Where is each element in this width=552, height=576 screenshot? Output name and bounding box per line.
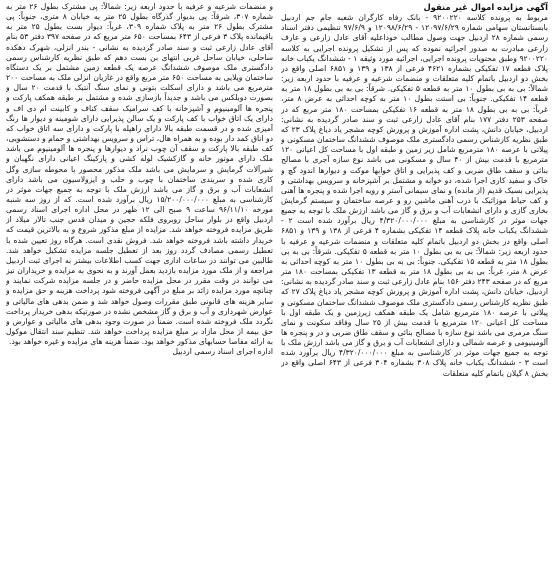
notice-left-text: و منضمات شرعیه و عرفیه با حدود اربعه زیر: شمالاً: پی مشترک بطول ۲۶ متر به شماره ۳۰۷، شرقاً: پی بدیوار گذرگاه بطول ۲۵ متر به خیابان ۸ متری، جنوباً: پی مشترک بطول ۲۶ متر به پلاک شماره ۳۰۹، غرباً: دیوار بست بطول ۲۵ متر به باقیمانده پلاک ۳ فرعی از ۶۴۳ بمساحت ۶۵۰ متر مربع که در صفحه ۳۹۷ دفتر ۵۳ بنام آقای عادل زارعی ثبت و سند صادر گردیده به نشانی - بندر انزلی، شهرک دهکده ساحلی، خیابان ساحل غربی انتهای بن بست دهم که طبق نظریه کارشناس رسمی دادگستری ملک موصوف ششدانگ عرصه یک قطعه زمین مشتمل بر یک دستگاه ساختمان ویلایی به مساحت ۶۵۰ متر مربع واقع در غازیان انزلی ملک به مساحت ۲۰۰ مترمربع می باشد و دارای اسکلت بتونی و نمای سنگ آنتیک با قدمت ۲۰ سال و بصورت دوبلکس می باشد و جدیداً بازسازی شده و مشتمل بر طبقه همکف پارکت و پنجره ها آلومینیوم و آشپزخانه با کف سرامیک سقف کناف و کابینت ام دی اف و دارای یک اتاق خواب با کف پارکت و یک سالن پذیرایی دارای شومینه و دیوار ها رنگ آمیزی شده و در قسمت طبقه بالا دارای راهپله با پارکت و دارای سه اتاق خواب که دو اتاق کمد دار بوده و به همراه هال، تراس و سرویس بهداشتی و حمام و دستشویی، کف طبقه بالا پارکت و سقف آن چوب نراد و دیوارها و پنجره ها آلومینیوم می باشد ملک دارای موتور خانه و گازکشیک لوله کشی و پارکینگ اعیانی دارای نگهبان و شیرآلات گرمایش و سرمایش می باشد ملک مذکور محصور با محوطه سازی وگل کاری شده و سربندی ساختمان با چوب و حلب و ایزولاسیون می باشد دارای انشعابات آب و برق و گاز می باشد ارزش ملک با توجه به جمیع جهات موثر در کارشناسی به مبلغ ۱۵/۲۰۰/۰۰۰/۰۰۰ ریال برآورد شده است. که از روز سه شنبه مورخه ۹۶/۱۱/۱۰ ساعت ۹ صبح الی ۱۲ ظهر در محل اداره اجرای اسناد رسمی اردبیل واقع در بلوار ساحل روبروی فلکه حجین و میدان قدس جنب تالار میلاد از طریق مزایده فروخته خواهد شد. مزایده از مبلغ مذکور شروع و به بالاترین قیمت که خریدار داشته باشد فروخته خواهد شد. فروش نقدی است. هرگاه روز تعیین شده با تعطیل رسمی مصادف گردد روز بعد از تعطیل جلسه مزایده تشکیل خواهد شد. طالبین می توانند در ساعات اداری جهت کسب اطلاعات بیشتر به اجرای ثبت اردبیل مراجعه و از ملک مورد مزایده بازدید بعمل آورند و به نحوی به مزایده و خریداران نیز می توانند در وقت مقرر در محل مزایده حاضر و در جلسه مزایده شرکت نمایند و چنانچه مورد مزایده زائد بر مبلغ در آگهی فروخته شود پرداخت هزینه و حق مزایده و سایر هزینه های قانونی طبق مقررات وصول خواهد شد و ضمن بدهی های مالیاتی و عوارض شهرداری و آب و برق و گاز مشخص نشده در صورتیکه بدهی خریدار پرداخت نگردد ملک فروخته شده است. ضمناً در صورت وجود بدهی های مالیاتی و عوارض و حق بیمه از محل مازاد بر مبلغ مزایده پرداخت خواهد شد. تنظیم سند انتقال موکول به ارائه مفاصا حسابهای مذکور خواهد بود. ضمناً هزینه های مزایده و غیره خواهد بود. — [6, 2, 273, 347]
notice-right-text: مربوط به پرونده کلاسه ۹۲۰۰۲۲۰ - بانک رفاه کارگران شعبه جام جم اردبیل بابستانستان سهامی شماره ۱۲۰۹۷/۶/۲۹ - ۱۲۰۹۸/۶/۲۹ و ۹۷/۶/۹ تنظیمی دفتر اسناد رسمی شماره ۲۸ اردبیل جهت وصول مطالب خوداعلیه آقای عادل زارعی و عارف زارعی مبادرت به صدور اجرائیه نموده که پس از تشکیل پرونده اجرایی به کلاسه ۹۲۰۰۲۲۰ وطبق محتویات پرونده اجرایی، اجرائیه مورد وثیقه ۱ - ششدانگ یکباب خانه پلاک قطعه ۱۷ تفکیکی بشماره ۴۶۲۱ فرعی از ۱۳۸ و ۱۳۹ و ۶۸۵۱ اصلی واقع در بخش دو اردبیل باتمام کلیه متعلقات و منضمات شرعیه و عرفیه با حدود اربعه زیر: شمالاً: بی به بی بطول ۱۰ متر به قطعه ۵ تفکیکی. شرقاً: بی به بی بطول ۱۸ متر به قطعه ۱۴ تفکیکی. جنوباً: بی استت بطول ۱۰ متر به کوچه احداثی به عرض ۸ متر، غرباً: بی به بی بطول ۱۸ متر به قطعه ۱۶ تفکیکی بمساحت ۱۸۰ متر مربع که در صفحه ۲۵۳ دفتر ۱۷۷ بنام آقای عادل زارعی ثبت و سند صادر گردیده به نشانی: اردبیل، خیابان دانش، پشت اداره آموزش و پرورش کوچه مشجر یاد دیاغ پلاک ۲۳ که طبق نظریه کارشناس رسمی دادگستری ملک موصوف ششدانگ ساختمان مسکونی و پیلاتی با عرصه ۱۸۰ مترمربع شامل زیر زمین و طبقه اول با مساحت کل اعیانی ۱۲۰ مترمربع با قدمت بیش از ۴۰ سال و مسکونی می باشد نوع سازه آجری با مصالح بنائی و سقف طاق ضربی و کف پذیرایی و اتاق خوابها موکت و دیوارها اندود گچ و خاک و سفید کاری اجرا شده، دو خوابه و مشتمل بر آشپزخانه و سرویس بهداشتی و پذیرایی بسیک قدیم (از مانده) و نمای سیمانی آستر و رویه اجرا شده و پنجره ها آهنی و کف حیاط موزائیک با درب آهنی ماشین رو و عرصه ساختمان و سیستم گرمایش بخاری گازی و دارای انشعابات آب و برق و گاز می باشد ارزش ملک با توجه به جمیع جهات موثر در کارشناسی به مبلغ ۴/۳۲۰/۰۰۰/۰۰۰ ریال برآورد شده است ۲ - ششدانگ یکباب خانه پلاک قطعه ۱۴ تفکیکی بشماره ۴ فرعی از ۱۳۸ و ۱۳۹ و ۶۸۵۱ اصلی واقع در بخش دو اردبیل باتمام کلیه متعلقات و منضمات شرعیه و عرفیه با حدود اربعه زیر: شمالاً: بی به بی بطول ۱۰ متر به قطعه ۵ تفکیکی. شرقاً: بی به بی بطول ۱۸ متر به قطعه ۱۵ تفکیکی. جنوباً: بی به بی بطول ۱۰ متر به کوچه احداثی به عرض ۸ متر، غرباً: بی به بی بطول ۱۸ متر به قطعه ۱۳ تفکیکی بمساحت ۱۸۰ متر مربع که در صفحه ۲۴۳ دفتر ۱۵۶ بنام عادل زارعی ثبت و سند صادر گردیده به نشانی: اردبیل، خیابان دانش، پشت اداره آموزش و پرورش کوچه مشجر یاد دیاغ پلاک ۲۷ که طبق نظریه کارشناس رسمی دادگستری ملک موصوف ششدانگ ساختمان مسکونی و پیلاتی با عرصه ۱۸۰ مترمربع شامل یک طبقه همکف زیرزمین و یک طبقه اول با مساحت کل اعیانی ۱۲۰ مترمربع با قدمت بیش از ۲۵ سال وفاقد سکونت و نمای سنگ مرمری می باشد نوع سازه با مصالح بنائی و سقف طاق ضربی و در و پنجره ها آلومینیومی و عرصه شمالی و دارای انشعابات آب و برق و گاز می باشد ارزش ملک با توجه به جمیع جهات موثر در کارشناسی به مبلغ ۴/۳۲۰/۰۰۰/۰۰۰ ریال برآورد شده است ۳ - ششدانگ یکباب خانه پلاک ۳۰۸ بشماره ۳۰۴ فرعی از ۶۴۳ اصلی واقع در بخش ۸ گیلان باتمام کلیه متعلقات — [281, 13, 548, 378]
notice-title: آگهی مزایده اموال غیر منقول — [423, 2, 548, 12]
notice-left-column — [6, 2, 273, 576]
notice-signature: اداره اجرای اسناد رسمی اردبیل — [172, 347, 273, 357]
notice-right-column — [281, 2, 548, 576]
notice-columns — [6, 2, 548, 576]
